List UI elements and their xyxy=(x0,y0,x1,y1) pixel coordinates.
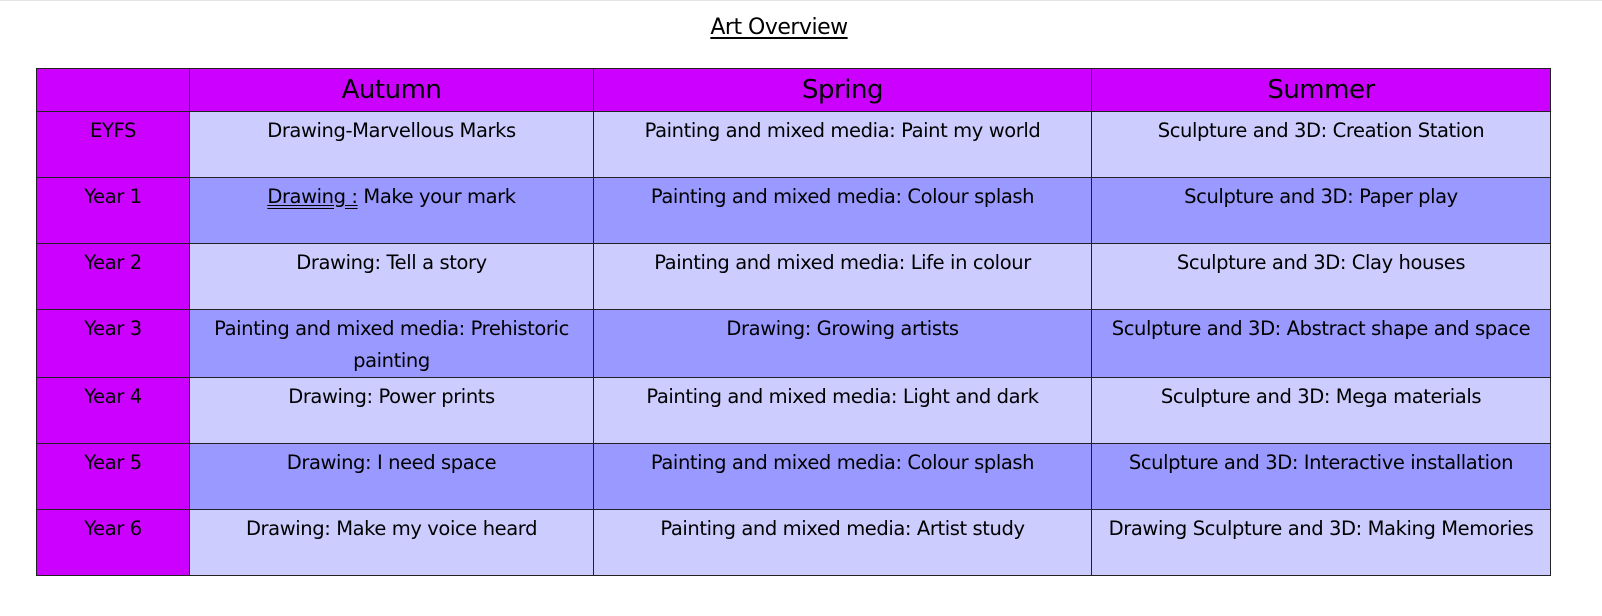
summer-cell: Sculpture and 3D: Mega materials xyxy=(1092,378,1551,444)
year-cell: Year 6 xyxy=(37,510,190,576)
autumn-cell xyxy=(190,178,594,244)
art-overview-table xyxy=(36,68,1551,576)
year-cell: EYFS xyxy=(37,112,190,178)
summer-cell: Drawing Sculpture and 3D: Making Memories xyxy=(1092,510,1551,576)
summer-cell: Sculpture and 3D: Interactive installation xyxy=(1092,444,1551,510)
table-row xyxy=(37,244,1551,310)
table-row xyxy=(37,510,1551,576)
autumn-cell: Drawing: Tell a story xyxy=(190,244,594,310)
drawing-link[interactable]: Drawing : xyxy=(267,185,358,208)
autumn-cell: Painting and mixed media: Prehistoric painting xyxy=(190,310,594,378)
spring-cell: Drawing: Growing artists xyxy=(594,310,1092,378)
page-title: Art Overview xyxy=(710,15,848,40)
table-row xyxy=(37,444,1551,510)
header-spring: Spring xyxy=(594,69,1092,112)
table-row xyxy=(37,178,1551,244)
header-summer: Summer xyxy=(1092,69,1551,112)
summer-cell: Sculpture and 3D: Clay houses xyxy=(1092,244,1551,310)
spring-cell: Painting and mixed media: Artist study xyxy=(594,510,1092,576)
summer-cell: Sculpture and 3D: Paper play xyxy=(1092,178,1551,244)
header-autumn: Autumn xyxy=(190,69,594,112)
table-row xyxy=(37,378,1551,444)
summer-cell: Sculpture and 3D: Creation Station xyxy=(1092,112,1551,178)
table-row xyxy=(37,112,1551,178)
autumn-cell: Drawing: I need space xyxy=(190,444,594,510)
year-cell: Year 2 xyxy=(37,244,190,310)
autumn-cell: Drawing-Marvellous Marks xyxy=(190,112,594,178)
spring-cell: Painting and mixed media: Light and dark xyxy=(594,378,1092,444)
autumn-cell-text: Make your mark xyxy=(357,185,516,208)
summer-cell: Sculpture and 3D: Abstract shape and space xyxy=(1092,310,1551,378)
autumn-cell: Drawing: Power prints xyxy=(190,378,594,444)
year-cell: Year 1 xyxy=(37,178,190,244)
spring-cell: Painting and mixed media: Paint my world xyxy=(594,112,1092,178)
spring-cell: Painting and mixed media: Life in colour xyxy=(594,244,1092,310)
spring-cell: Painting and mixed media: Colour splash xyxy=(594,178,1092,244)
year-cell: Year 5 xyxy=(37,444,190,510)
header-corner-cell xyxy=(37,69,190,112)
table-header-row xyxy=(37,69,1551,112)
autumn-cell: Drawing: Make my voice heard xyxy=(190,510,594,576)
table-row xyxy=(37,310,1551,378)
year-cell: Year 4 xyxy=(37,378,190,444)
spring-cell: Painting and mixed media: Colour splash xyxy=(594,444,1092,510)
year-cell: Year 3 xyxy=(37,310,190,378)
